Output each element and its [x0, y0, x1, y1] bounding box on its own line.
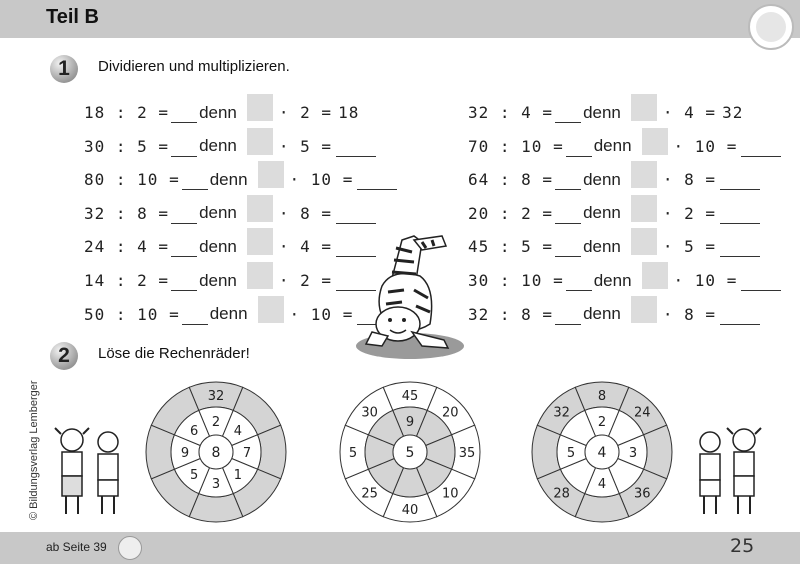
denn-word: denn [199, 136, 237, 156]
product-value: 32 [722, 103, 744, 122]
page-title: Teil B [46, 6, 99, 28]
product-blank[interactable] [720, 223, 760, 224]
quotient-blank[interactable] [566, 289, 592, 291]
outer-number: 10 [442, 486, 459, 502]
quotient-blank[interactable] [555, 188, 581, 190]
answer-box[interactable] [247, 128, 273, 155]
multiplication-term: · 4 = [662, 103, 717, 122]
division-term: 32 : 8 = [468, 304, 554, 324]
answer-box[interactable] [631, 296, 657, 323]
task-number-2: 2 [50, 342, 78, 370]
answer-box[interactable] [247, 228, 273, 255]
equation-row [84, 262, 376, 290]
inner-number: 3 [211, 477, 221, 492]
tiger-face-icon [756, 12, 786, 42]
quotient-blank[interactable] [555, 121, 581, 123]
equation-row [468, 195, 760, 223]
inner-number: 2 [597, 415, 607, 430]
denn-word: denn [583, 169, 621, 189]
answer-box[interactable] [247, 94, 273, 121]
outer-number: 32 [207, 389, 225, 404]
outer-number: 20 [442, 405, 459, 421]
wheel-2 [336, 378, 484, 526]
denn-word: denn [199, 203, 237, 223]
quotient-blank[interactable] [171, 222, 197, 224]
denn-word: denn [209, 169, 248, 189]
tiger-mini-icon [118, 536, 142, 560]
denn-word: denn [583, 203, 621, 223]
multiplication-term: · 8 = [662, 170, 717, 190]
answer-box[interactable] [247, 195, 273, 222]
equation-row [84, 128, 376, 156]
answer-box[interactable] [642, 128, 668, 155]
multiplication-term: · 5 = [278, 136, 333, 156]
multiplication-term: · 5 = [662, 237, 717, 257]
inner-number: 9 [180, 446, 190, 461]
denn-word: denn [199, 102, 237, 122]
product-blank[interactable] [336, 223, 376, 224]
center-number: 4 [597, 445, 607, 461]
division-term: 45 : 5 = [468, 237, 554, 257]
answer-box[interactable] [631, 94, 657, 121]
answer-box[interactable] [258, 161, 284, 188]
multiplication-term: · 10 = [673, 136, 738, 156]
multiplication-term: · 8 = [662, 304, 717, 324]
quotient-blank[interactable] [171, 289, 197, 291]
outer-number: 25 [361, 486, 378, 502]
answer-box[interactable] [631, 228, 657, 255]
children-left-illustration [52, 424, 128, 520]
division-term: 80 : 10 = [84, 170, 180, 190]
quotient-blank[interactable] [171, 155, 197, 157]
denn-word: denn [593, 270, 632, 290]
product-blank[interactable] [336, 156, 376, 157]
equation-row [84, 296, 397, 324]
product-blank[interactable] [741, 290, 781, 291]
multiplication-term: · 2 = [278, 103, 333, 122]
inner-number: 9 [405, 415, 415, 430]
outer-number: 8 [597, 389, 607, 404]
product-blank[interactable] [357, 189, 397, 190]
denn-word: denn [199, 236, 237, 256]
answer-box[interactable] [631, 161, 657, 188]
answer-box[interactable] [247, 262, 273, 289]
outer-number: 40 [401, 503, 419, 518]
outer-number: 30 [361, 405, 378, 421]
product-value: 18 [338, 103, 360, 122]
quotient-blank[interactable] [566, 155, 592, 157]
equation-row [84, 228, 376, 257]
division-term: 20 : 2 = [468, 203, 554, 223]
equation-row [84, 94, 360, 122]
inner-number: 3 [628, 446, 638, 461]
product-blank[interactable] [720, 256, 760, 257]
quotient-blank[interactable] [171, 121, 197, 123]
division-term: 50 : 10 = [84, 304, 180, 324]
division-term: 24 : 4 = [84, 237, 170, 257]
denn-word: denn [199, 270, 237, 290]
outer-number: 36 [634, 486, 651, 502]
children-right-illustration [690, 424, 766, 520]
denn-word: denn [583, 304, 621, 324]
page-number: 25 [730, 535, 755, 557]
multiplication-term: · 4 = [278, 237, 333, 257]
wheel-3 [528, 378, 676, 526]
header-band [0, 0, 800, 38]
multiplication-term: · 10 = [289, 304, 354, 324]
equation-row [468, 161, 760, 190]
outer-number: 5 [348, 446, 358, 461]
division-term: 30 : 10 = [468, 271, 564, 290]
equation-row [84, 161, 397, 190]
quotient-blank[interactable] [555, 222, 581, 224]
quotient-blank[interactable] [182, 323, 208, 325]
outer-number: 35 [458, 446, 476, 461]
inner-number: 1 [233, 467, 243, 483]
equation-row [84, 195, 376, 223]
footer-page-reference: ab Seite 39 [46, 540, 107, 554]
outer-number: 45 [401, 389, 419, 404]
division-term: 70 : 10 = [468, 136, 564, 156]
quotient-blank[interactable] [555, 255, 581, 257]
product-blank[interactable] [720, 324, 760, 325]
inner-number: 4 [233, 424, 243, 440]
denn-word: denn [583, 102, 621, 122]
inner-number: 7 [242, 446, 252, 461]
denn-word: denn [209, 304, 248, 324]
division-term: 14 : 2 = [84, 271, 170, 290]
quotient-blank[interactable] [555, 323, 581, 325]
division-term: 32 : 8 = [84, 203, 170, 223]
division-term: 32 : 4 = [468, 103, 554, 122]
division-term: 64 : 8 = [468, 170, 554, 190]
quotient-blank[interactable] [182, 188, 208, 190]
task1-instruction: Dividieren und multiplizieren. [98, 58, 290, 75]
outer-number: 24 [634, 405, 651, 421]
center-number: 5 [405, 445, 415, 461]
task-number-1: 1 [50, 55, 78, 83]
multiplication-term: · 2 = [278, 271, 333, 290]
equation-row [468, 94, 744, 122]
multiplication-term: · 8 = [278, 203, 333, 223]
multiplication-term: · 2 = [662, 203, 717, 223]
product-blank[interactable] [741, 156, 781, 157]
inner-number: 4 [597, 477, 607, 492]
equation-row [468, 262, 781, 290]
task2-instruction: Löse die Rechenräder! [98, 345, 250, 362]
inner-number: 6 [189, 424, 199, 440]
wheel-1 [142, 378, 290, 526]
division-term: 18 : 2 = [84, 103, 170, 122]
answer-box[interactable] [631, 195, 657, 222]
outer-number: 28 [553, 486, 570, 502]
inner-number: 5 [189, 467, 199, 483]
quotient-blank[interactable] [171, 255, 197, 257]
denn-word: denn [583, 236, 621, 256]
tiger-handstand-illustration [352, 228, 470, 362]
denn-word: denn [593, 136, 632, 156]
inner-number: 5 [566, 446, 576, 461]
equation-row [468, 228, 760, 257]
answer-box[interactable] [258, 296, 284, 323]
equation-row [468, 296, 760, 324]
division-term: 30 : 5 = [84, 136, 170, 156]
center-number: 8 [211, 445, 221, 461]
inner-number: 2 [211, 415, 221, 430]
copyright-vertical: © Bildungsverlag Lemberger [28, 380, 40, 520]
answer-box[interactable] [642, 262, 668, 289]
outer-number: 32 [553, 405, 570, 421]
equation-row [468, 128, 781, 156]
product-blank[interactable] [720, 189, 760, 190]
multiplication-term: · 10 = [673, 271, 738, 290]
multiplication-term: · 10 = [289, 170, 354, 190]
